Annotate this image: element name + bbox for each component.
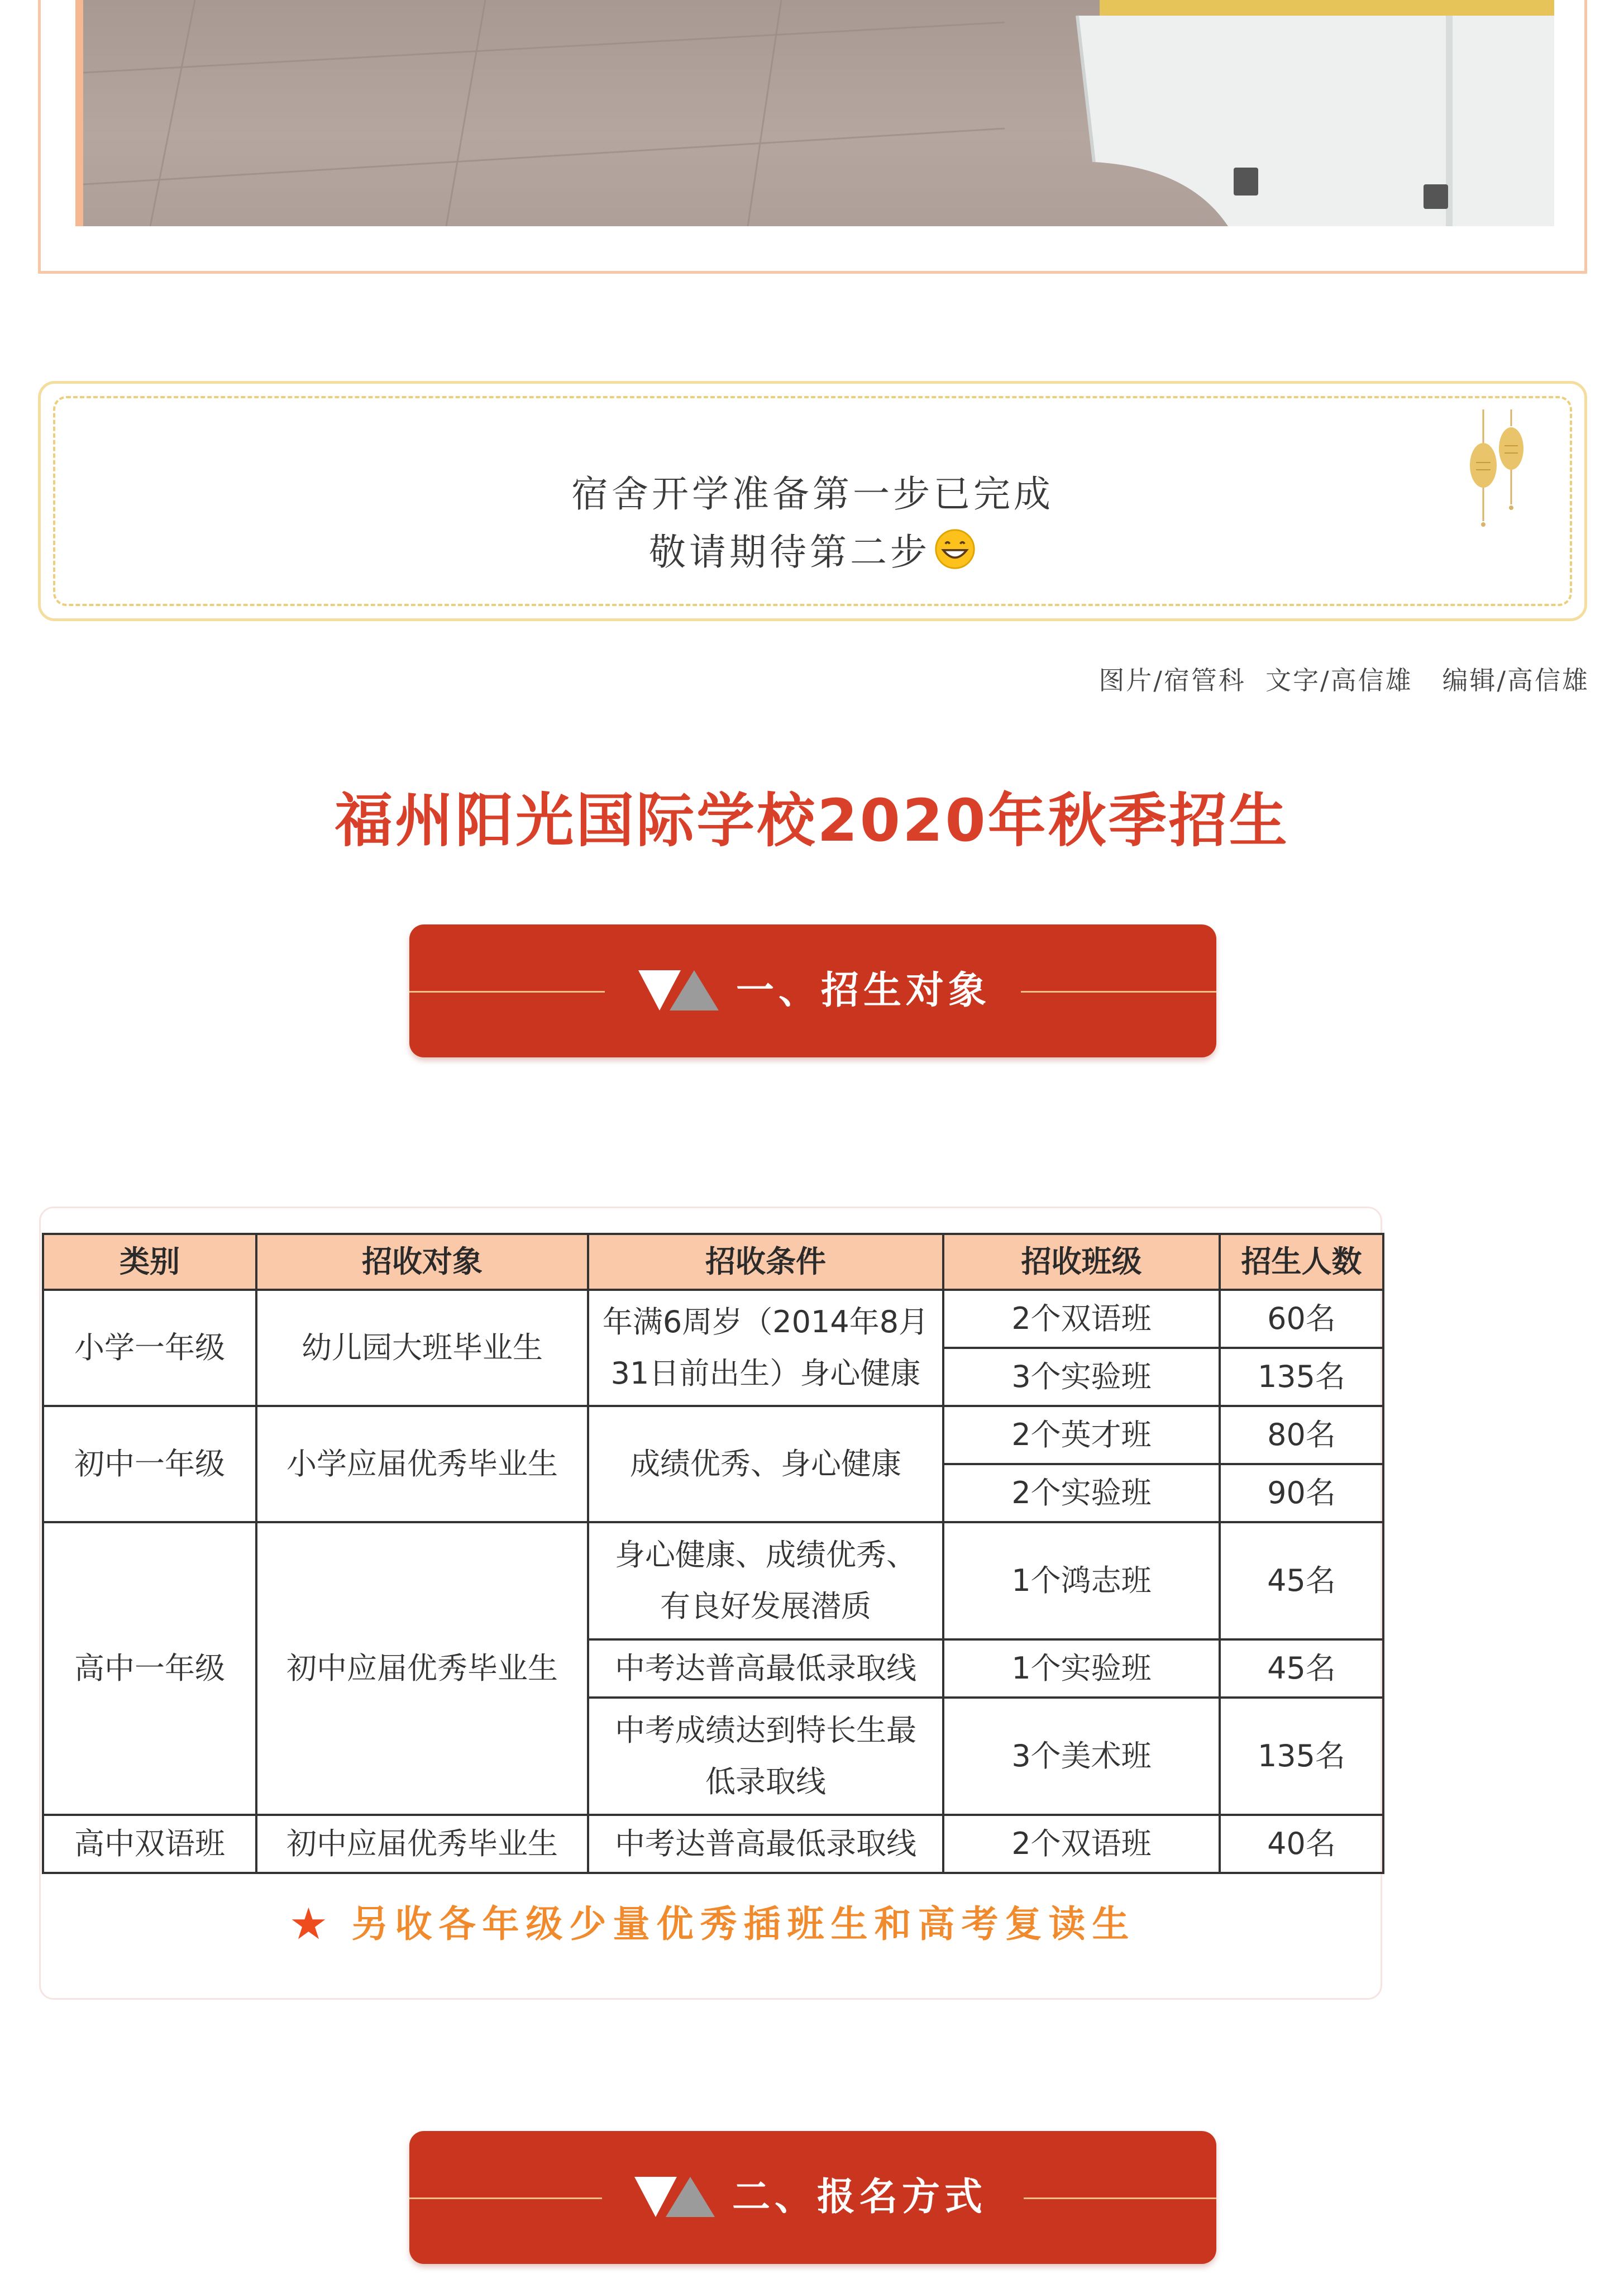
cell-category: 小学一年级	[43, 1290, 256, 1406]
cell-target: 初中应届优秀毕业生	[256, 1815, 588, 1873]
photo-frame	[38, 0, 1587, 274]
table-row	[43, 1290, 1383, 1348]
notice-dashed-border	[53, 396, 1572, 606]
cell-count: 45名	[1220, 1639, 1383, 1698]
lantern-icon	[1464, 409, 1531, 538]
cell-condition: 成绩优秀、身心健康	[588, 1406, 943, 1522]
header-count: 招生人数	[1220, 1234, 1383, 1290]
cell-class: 2个英才班	[943, 1406, 1220, 1464]
table-row	[43, 1406, 1383, 1464]
cell-condition-line2: 有良好发展潜质	[660, 1589, 871, 1624]
cell-condition	[588, 1698, 943, 1815]
section-banner-2	[409, 2131, 1216, 2264]
notice-line-2: 敬请期待第二步	[649, 531, 930, 574]
cell-count: 135名	[1220, 1698, 1383, 1815]
cell-class: 2个实验班	[943, 1464, 1220, 1522]
notice-line-1: 宿舍开学准备第一步已完成	[571, 473, 1054, 516]
table-row	[43, 1815, 1383, 1873]
cell-condition-line2: 低录取线	[705, 1764, 826, 1799]
header-condition: 招收条件	[588, 1234, 943, 1290]
section-title-1: 一、招生对象	[736, 969, 991, 1013]
photo-credit: 图片/宿管科 文字/高信雄 编辑/高信雄	[1098, 665, 1589, 695]
cell-condition-line1: 年满6周岁（2014年8月	[602, 1304, 929, 1339]
section-banner-1	[409, 924, 1216, 1057]
cell-condition-line2: 31日前出生）身心健康	[610, 1356, 921, 1391]
cell-count: 60名	[1220, 1290, 1383, 1348]
dorm-photo-illustration	[83, 0, 1554, 226]
cell-condition	[588, 1522, 943, 1639]
cell-count: 80名	[1220, 1406, 1383, 1464]
notice-box	[38, 381, 1587, 621]
star-icon: ★	[289, 1899, 335, 1949]
cell-class: 3个美术班	[943, 1698, 1220, 1815]
table-header-row	[43, 1234, 1383, 1290]
header-target: 招收对象	[256, 1234, 588, 1290]
banner-line-right	[1024, 2197, 1216, 2199]
cell-count: 90名	[1220, 1464, 1383, 1522]
cell-target: 初中应届优秀毕业生	[256, 1522, 588, 1815]
cell-class: 2个双语班	[943, 1290, 1220, 1348]
recruit-note-text: 另收各年级少量优秀插班生和高考复读生	[351, 1903, 1136, 1946]
cell-condition	[588, 1290, 943, 1406]
banner-line-left	[409, 991, 605, 993]
cell-target: 幼儿园大班毕业生	[256, 1290, 588, 1406]
cell-category: 初中一年级	[43, 1406, 256, 1522]
cell-condition: 中考达普高最低录取线	[588, 1639, 943, 1698]
header-classes: 招收班级	[943, 1234, 1220, 1290]
cell-class: 2个双语班	[943, 1815, 1220, 1873]
notice-line-2-wrap	[55, 522, 1570, 575]
cell-condition-line1: 中考成绩达到特长生最	[615, 1713, 916, 1748]
page-title: 福州阳光国际学校2020年秋季招生	[335, 786, 1289, 855]
section-title-2: 二、报名方式	[732, 2175, 987, 2219]
cell-condition-line1: 身心健康、成绩优秀、	[615, 1537, 916, 1572]
cell-class: 3个实验班	[943, 1348, 1220, 1406]
cell-count: 135名	[1220, 1348, 1383, 1406]
cell-target: 小学应届优秀毕业生	[256, 1406, 588, 1522]
cell-class: 1个鸿志班	[943, 1522, 1220, 1639]
cell-class: 1个实验班	[943, 1639, 1220, 1698]
table-row	[43, 1522, 1383, 1639]
recruit-note	[41, 1894, 1384, 1949]
banner-line-right	[1021, 991, 1216, 993]
cell-count: 45名	[1220, 1522, 1383, 1639]
triangle-marker-icon	[638, 970, 722, 1013]
header-category: 类别	[43, 1234, 256, 1290]
cell-category: 高中双语班	[43, 1815, 256, 1873]
recruit-table	[42, 1233, 1384, 1874]
triangle-marker-icon	[634, 2177, 718, 2219]
cell-condition: 中考达普高最低录取线	[588, 1815, 943, 1873]
dorm-photo	[75, 0, 1554, 226]
banner-line-left	[409, 2197, 602, 2199]
cell-count: 40名	[1220, 1815, 1383, 1873]
cell-category: 高中一年级	[43, 1522, 256, 1815]
grinning-face-icon	[934, 528, 976, 570]
